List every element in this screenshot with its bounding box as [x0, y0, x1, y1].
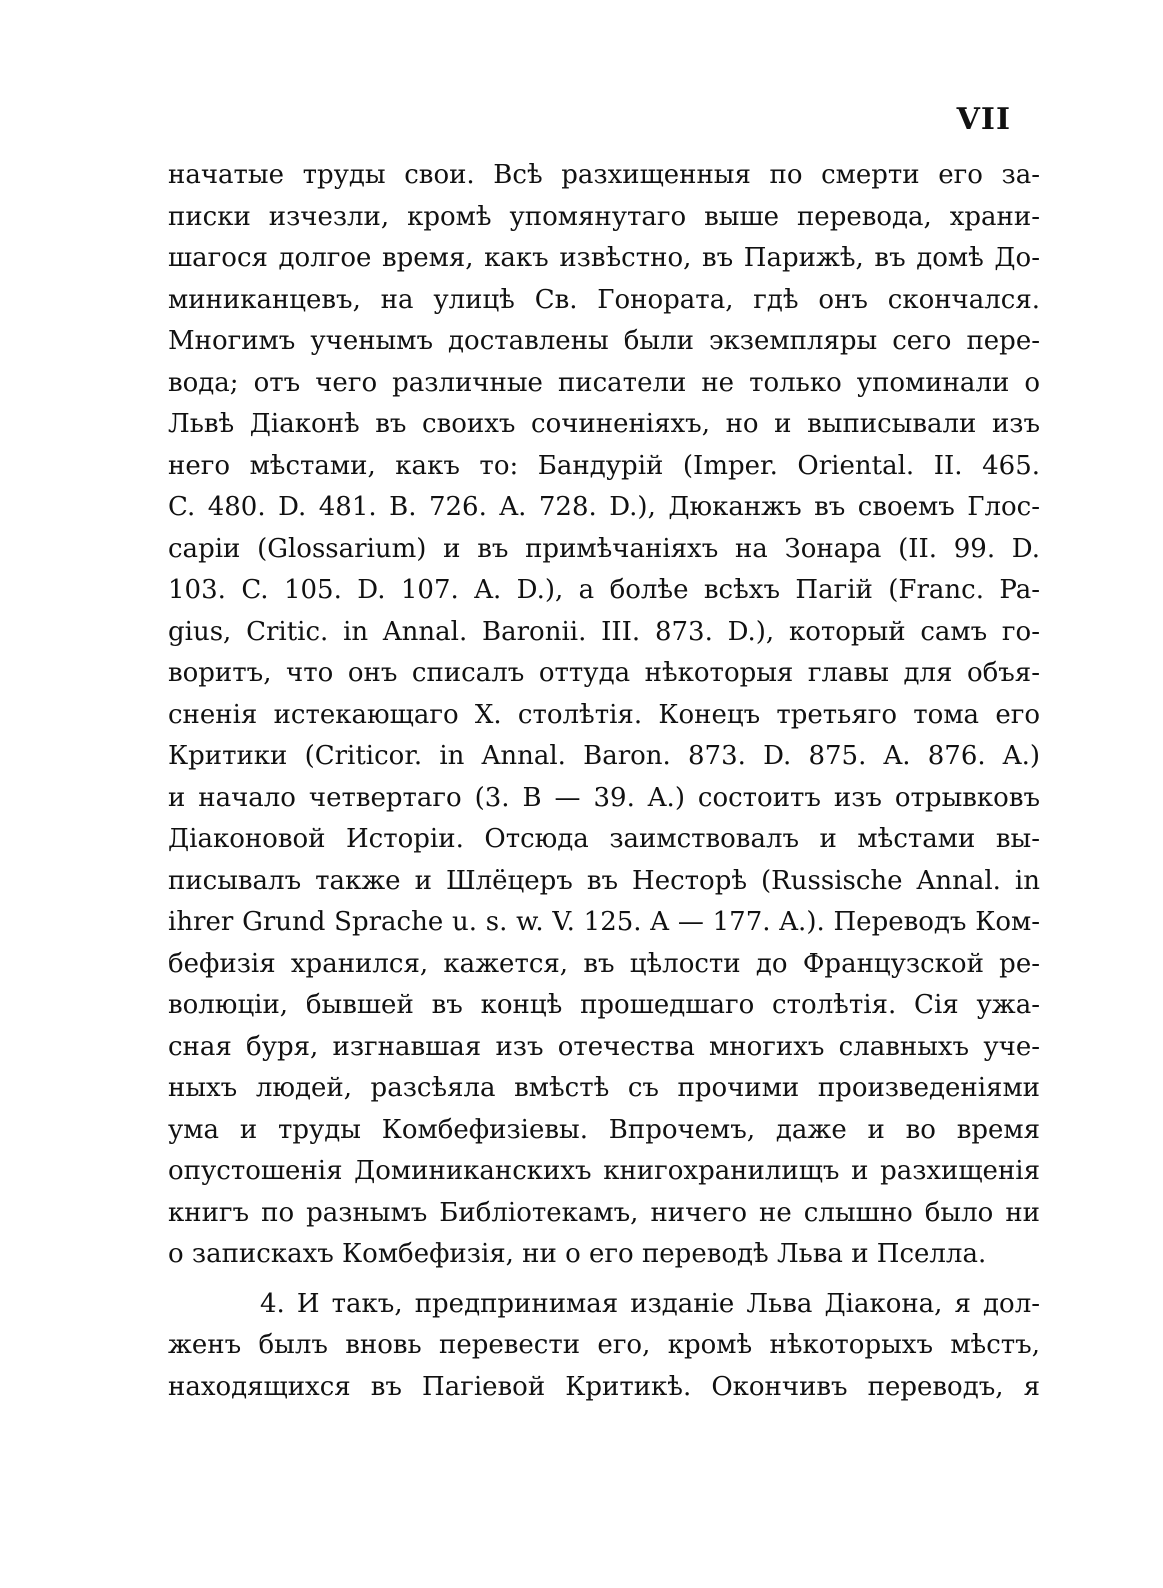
text-line: писывалъ также и Шлёцеръ въ Несторѣ (Russische Annal. in [168, 865, 1040, 896]
page-number: VII [956, 102, 1011, 137]
text-line: 103. C. 105. D. 107. A. D.), а болѣе всѣхъ Пагій (Franc. Pa- [168, 575, 1040, 605]
paragraph-1 [168, 155, 1040, 1276]
text-line: писки изчезли, кромѣ упомянутаго выше перевода, храни- [168, 201, 1040, 232]
text-line: сненія истекающаго X. столѣтія. Конецъ третьяго тома его [168, 699, 1040, 730]
text-line: воритъ, что онъ списалъ оттуда нѣкоторыя главы для объя- [168, 658, 1040, 688]
body-text [168, 155, 1040, 1408]
text-line: сная буря, изгнавшая изъ отечества многихъ славныхъ уче- [168, 1031, 1040, 1062]
text-line: шагося долгое время, какъ извѣстно, въ Парижѣ, въ домѣ До- [168, 243, 1040, 273]
paragraph-2 [168, 1284, 1040, 1409]
text-line: миниканцевъ, на улицѣ Св. Гонората, гдѣ онъ скончался. [168, 284, 1040, 315]
text-line: опустошенія Доминиканскихъ книгохранилищъ и разхищенія [168, 1156, 1040, 1186]
text-line: книгъ по разнымъ Библіотекамъ, ничего не слышно было ни [168, 1197, 1040, 1228]
text-line: саріи (Glossarium) и въ примѣчаніяхъ на Зонара (II. 99. D. [168, 533, 1040, 564]
text-line: Многимъ ученымъ доставлены были экземпляры сего пере- [168, 326, 1040, 356]
text-line: Львѣ Діаконѣ въ своихъ сочиненіяхъ, но и выписывали изъ [168, 409, 1040, 439]
text-line: gius, Critic. in Annal. Baronii. III. 873. D.), который самъ го- [168, 616, 1040, 647]
text-line: ума и труды Комбефизіевы. Впрочемъ, даже и во время [168, 1114, 1040, 1145]
text-line: о запискахъ Комбефизія, ни о его переводѣ Льва и Пселла. [168, 1239, 987, 1269]
text-line: него мѣстами, какъ то: Бандурій (Imper. Oriental. II. 465. [168, 450, 1040, 481]
text-line: ныхъ людей, разсѣяла вмѣстѣ съ прочими произведеніями [168, 1073, 1040, 1103]
text-line: вода; отъ чего различные писатели не только упоминали о [168, 367, 1040, 398]
text-line: ihrer Grund Sprache u. s. w. V. 125. A — 177. A.). Переводъ Ком- [168, 907, 1040, 937]
text-line: Діаконовой Исторіи. Отсюда заимствовалъ и мѣстами вы- [168, 824, 1040, 854]
text-line: Критики (Criticor. in Annal. Baron. 873. D. 875. A. 876. A.) [168, 741, 1040, 771]
text-line: бефизія хранился, кажется, въ цѣлости до Французской ре- [168, 948, 1040, 979]
text-line: находящихся въ Пагіевой Критикѣ. Окончивъ переводъ, я [168, 1371, 1040, 1402]
text-line: волюціи, бывшей въ концѣ прошедшаго столѣтія. Сія ужа- [168, 990, 1040, 1020]
text-line: 4. И такъ, предпринимая изданіе Льва Діакона, я дол- [260, 1288, 1040, 1319]
text-line: и начало четвертаго (3. B — 39. A.) состоитъ изъ отрывковъ [168, 782, 1040, 813]
paragraph-gap [168, 1276, 1040, 1284]
text-line: C. 480. D. 481. B. 726. A. 728. D.), Дюканжъ въ своемъ Глос- [168, 492, 1040, 522]
text-line: начатые труды свои. Всѣ разхищенныя по смерти его за- [168, 160, 1040, 190]
text-line: женъ былъ вновь перевести его, кромѣ нѣкоторыхъ мѣстъ, [168, 1330, 1040, 1360]
